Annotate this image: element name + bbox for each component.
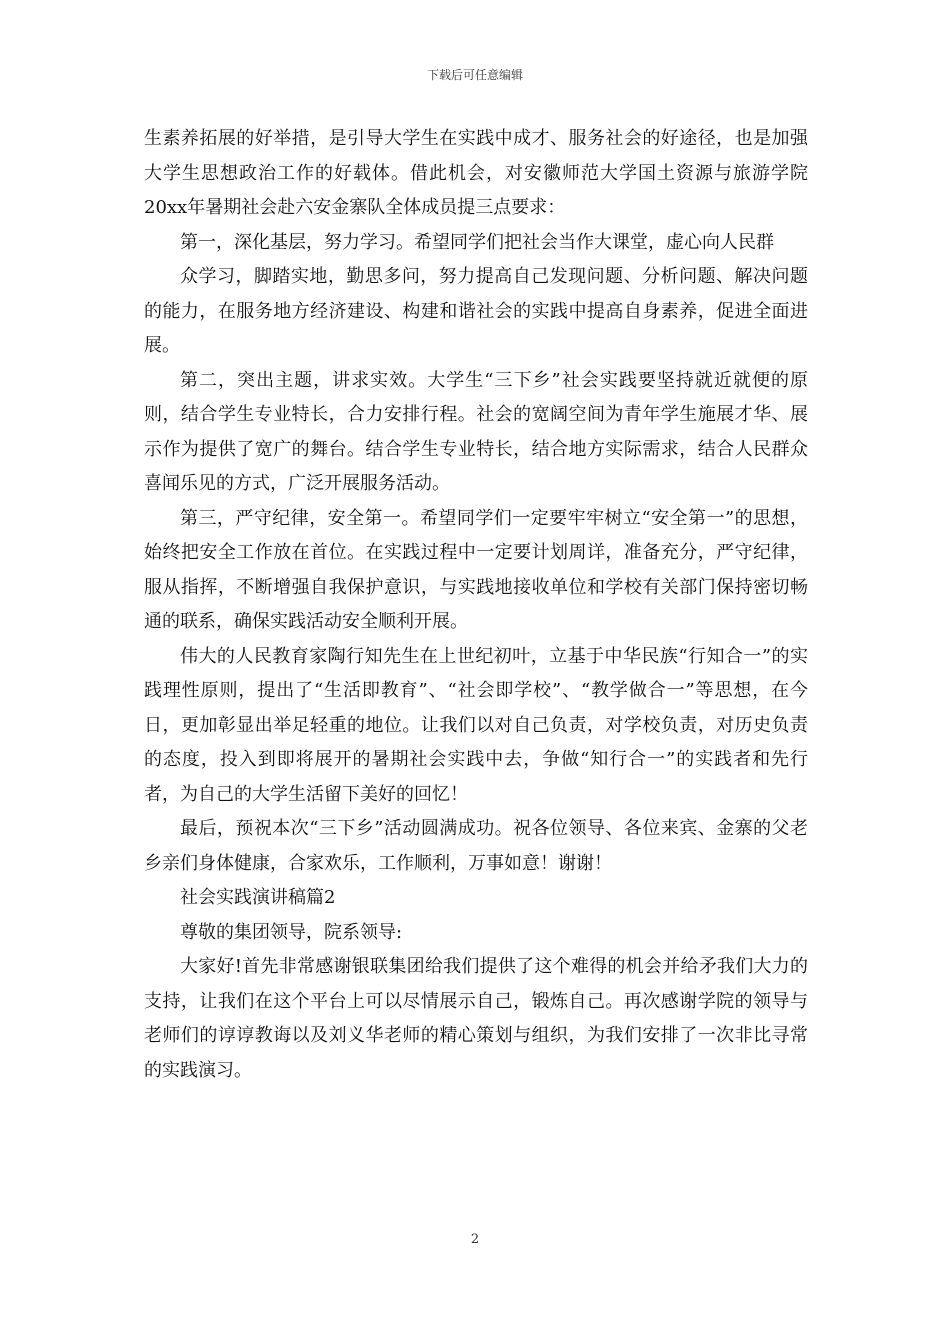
paragraph-7: 最后，预祝本次“三下乡”活动圆满成功。祝各位领导、各位来宾、金寨的父老乡亲们身体健康，合家欢乐，工作顺利，万事如意！谢谢！ — [144, 818, 808, 874]
paragraph-8: 大家好!首先非常感谢银联集团给我们提供了这个难得的机会并给矛我们大力的支持，让我们在这个平台上可以尽情展示自己，锻炼自己。再次感谢学院的领导与老师们的谆谆教诲以及刘义华老师的精心策划与组织，为我们安排了一次非比寻常的实践演习。 — [144, 956, 808, 1081]
paragraph-5: 第三，严守纪律，安全第一。希望同学们一定要牢牢树立“安全第一”的思想，始终把安全工作放在首位。在实践过程中一定要计划周详，准备充分，严守纪律，服从指挥，不断增强自我保护意识，与实践地接收单位和学校有关部门保持密切畅通的联系，确保实践活动安全顺利开展。 — [144, 507, 808, 632]
section-heading: 社会实践演讲稿篇2 — [180, 887, 336, 908]
salutation: 尊敬的集团领导，院系领导: — [180, 921, 403, 943]
paragraph-2: 第一，深化基层，努力学习。希望同学们把社会当作大课堂，虚心向人民群 — [180, 231, 774, 253]
paragraph-3: 众学习，脚踏实地，勤思多问，努力提高自己发现问题、分析问题、解决问题的能力，在服务地方经济建设、构建和谐社会的实践中提高自身素养，促进全面进展。 — [144, 266, 808, 356]
document-body — [144, 122, 808, 1088]
paragraph-6: 伟大的人民教育家陶行知先生在上世纪初叶，立基于中华民族“行知合一”的实践理性原则，提出了“生活即教育”、“社会即学校”、“教学做合一”等思想，在今日，更加彰显出举足轻重的地位。让我们以对自己负责，对学校负责，对历史负责的态度，投入到即将展开的暑期社会实践中去，争做“知行合一”的实践者和先行者，为自己的大学生活留下美好的回忆！ — [144, 645, 808, 805]
page-number: 2 — [470, 1232, 480, 1247]
paragraph-1: 生素养拓展的好举措，是引导大学生在实践中成才、服务社会的好途径，也是加强大学生思想政治工作的好载体。借此机会，对安徽师范大学国土资源与旅游学院20xx年暑期社会赴六安金寨队全体成员提三点要求： — [144, 128, 808, 218]
paragraph-4: 第二，突出主题，讲求实效。大学生“三下乡”社会实践要坚持就近就便的原则，结合学生专业特长，合力安排行程。社会的宽阔空间为青年学生施展才华、展示作为提供了宽广的舞台。结合学生专业特长，结合地方实际需求，结合人民群众喜闻乐见的方式，广泛开展服务活动。 — [144, 369, 808, 494]
page-header: 下载后可任意编辑 — [426, 68, 523, 82]
